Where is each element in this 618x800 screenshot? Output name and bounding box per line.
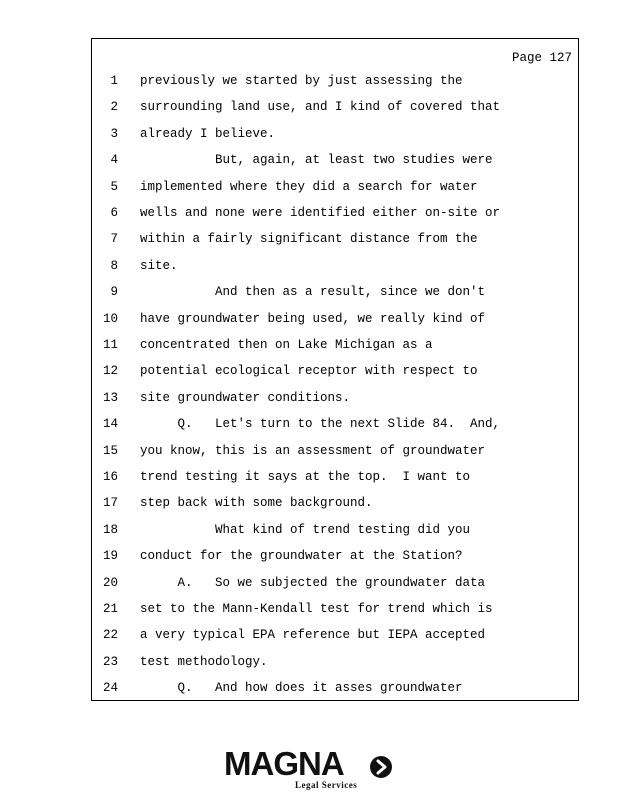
line-text: within a fairly significant distance from the — [140, 232, 478, 247]
line-text: But, again, at least two studies were — [140, 153, 493, 168]
line-number: 3 — [110, 126, 118, 141]
line-text: potential ecological receptor with respect to — [140, 364, 478, 379]
transcript-line — [92, 232, 578, 252]
transcript-line — [92, 153, 578, 173]
line-text: step back with some background. — [140, 496, 373, 511]
line-text: wells and none were identified either on-site or — [140, 206, 501, 220]
line-number: 24 — [102, 681, 118, 696]
line-text: a very typical EPA reference but IEPA accepted — [140, 628, 486, 643]
line-text: trend testing it says at the top. I want to — [140, 470, 471, 484]
transcript-line — [92, 74, 578, 94]
transcript-line — [92, 180, 578, 200]
transcript-line — [92, 206, 578, 226]
transcript-line — [92, 628, 578, 648]
line-text: A. So we subjected the groundwater data — [140, 575, 486, 590]
logo-wordmark: MAGNA — [224, 745, 344, 782]
line-number: 20 — [102, 575, 118, 590]
line-text: Q. And how does it asses groundwater — [140, 681, 463, 696]
line-text: test methodology. — [140, 654, 268, 669]
transcript-page — [91, 38, 579, 701]
transcript-line — [92, 338, 578, 358]
transcript-line — [92, 259, 578, 279]
line-text: What kind of trend testing did you — [140, 522, 471, 537]
line-number: 21 — [102, 602, 118, 616]
logo-subtitle: Legal Services — [295, 780, 358, 790]
line-number: 9 — [110, 285, 118, 300]
transcript-line — [92, 127, 578, 147]
line-number: 14 — [102, 417, 118, 432]
transcript-line — [92, 470, 578, 490]
line-number: 11 — [102, 338, 118, 352]
chevron-right-icon — [370, 756, 392, 778]
line-text: set to the Mann-Kendall test for trend which is — [140, 602, 493, 616]
transcript-line — [92, 523, 578, 543]
line-text: site groundwater conditions. — [140, 390, 351, 405]
line-number: 1 — [110, 74, 118, 88]
transcript-line — [92, 681, 578, 701]
transcript-line — [92, 602, 578, 622]
line-number: 6 — [110, 206, 118, 220]
line-text: you know, this is an assessment of groundwater — [140, 443, 486, 458]
line-text: concentrated then on Lake Michigan as a — [140, 338, 433, 352]
transcript-line — [92, 496, 578, 516]
magna-logo — [224, 744, 404, 792]
line-text: And then as a result, since we don't — [140, 285, 486, 300]
transcript-line — [92, 417, 578, 437]
line-number: 16 — [102, 470, 118, 484]
transcript-line — [92, 364, 578, 384]
line-number: 10 — [102, 311, 118, 326]
line-number: 22 — [102, 628, 118, 643]
transcript-line — [92, 312, 578, 332]
line-number: 15 — [102, 443, 118, 458]
line-text: conduct for the groundwater at the Station? — [140, 549, 463, 564]
transcript-line — [92, 444, 578, 464]
transcript-line — [92, 100, 578, 120]
line-number: 8 — [110, 258, 118, 273]
page-number: Page 127 — [511, 51, 572, 65]
transcript-line — [92, 655, 578, 675]
line-number: 4 — [110, 153, 118, 168]
line-number: 12 — [102, 364, 118, 379]
line-number: 19 — [102, 549, 118, 564]
line-text: Q. Let's turn to the next Slide 84. And, — [140, 417, 501, 432]
line-text: already I believe. — [140, 126, 276, 141]
transcript-line — [92, 549, 578, 569]
transcript-line — [92, 285, 578, 305]
line-text: surrounding land use, and I kind of covered that — [140, 100, 501, 115]
line-number: 2 — [110, 100, 118, 115]
line-text: site. — [140, 258, 178, 273]
line-number: 23 — [102, 654, 118, 669]
line-text: have groundwater being used, we really kind of — [140, 311, 486, 326]
line-number: 18 — [102, 522, 118, 537]
line-number: 5 — [110, 179, 118, 194]
line-number: 13 — [102, 390, 118, 405]
line-text: previously we started by just assessing the — [140, 74, 463, 88]
transcript-line — [92, 576, 578, 596]
transcript-line — [92, 391, 578, 411]
line-text: implemented where they did a search for water — [140, 179, 478, 194]
line-number: 7 — [110, 232, 118, 247]
line-number: 17 — [102, 496, 118, 511]
